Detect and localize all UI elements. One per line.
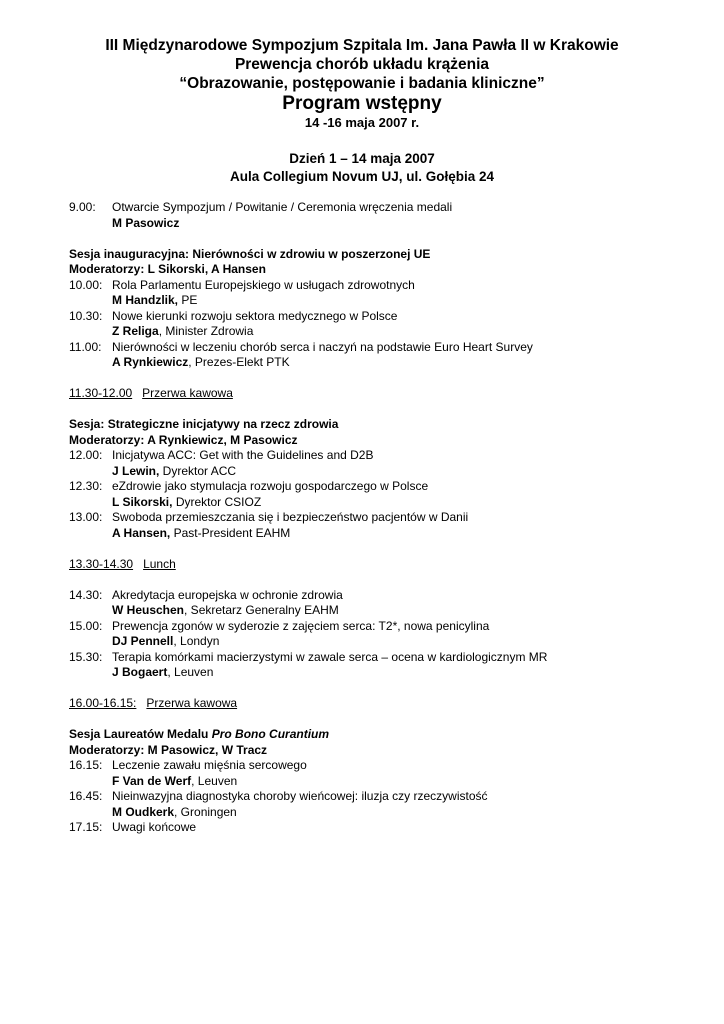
item-speaker-line (69, 603, 669, 619)
item-speaker-line (69, 665, 669, 681)
item-role: , Sekretarz Generalny EAHM (184, 603, 339, 617)
day-header (0, 150, 724, 186)
item-speaker-line (69, 634, 669, 650)
item-time: 17.15: (69, 820, 103, 834)
item-time: 13.00: (69, 510, 103, 524)
coffee-break-2 (69, 696, 669, 712)
item-title: Nierówności w leczeniu chorób serca i naczyń na podstawie Euro Heart Survey (112, 339, 533, 354)
schedule-item (69, 340, 669, 356)
session-laureates (69, 727, 669, 836)
schedule-item (69, 789, 669, 805)
session-title: Sesja: Strategiczne inicjatywy na rzecz zdrowia (69, 417, 339, 431)
session-afternoon (69, 588, 669, 681)
session-strategic (69, 417, 669, 541)
item-title: Inicjatywa ACC: Get with the Guidelines and D2B (112, 448, 374, 462)
item-speaker: M Pasowicz (112, 215, 180, 230)
item-role: Dyrektor CSIOZ (172, 494, 262, 509)
item-title: Leczenie zawału mięśnia sercowego (112, 758, 307, 772)
break-line (69, 386, 233, 400)
break-time: 16.00-16.15: (69, 696, 137, 710)
symposium-subtitle: Prewencja chorób układu krążenia (234, 56, 490, 73)
item-speaker: A Rynkiewicz (112, 355, 189, 369)
day-venue: Aula Collegium Novum UJ, ul. Gołębia 24 (229, 169, 495, 184)
item-speaker: M Handzlik, (112, 293, 179, 307)
item-title: Nowe kierunki rozwoju sektora medycznego w Polsce (112, 308, 398, 323)
item-role: , Prezes-Elekt PTK (188, 355, 290, 369)
item-role: PE (178, 293, 198, 307)
program-schedule (69, 200, 669, 851)
item-speaker: DJ Pennell (112, 634, 174, 648)
break-label: Lunch (143, 556, 176, 571)
coffee-break-1 (69, 386, 669, 402)
item-speaker-line (69, 324, 669, 340)
schedule-item (69, 650, 669, 666)
item-role: , Leuven (191, 773, 238, 788)
item-speaker-line (69, 495, 669, 511)
item-speaker-line (69, 774, 669, 790)
schedule-item (69, 479, 669, 495)
item-speaker: F Van de Werf (112, 773, 192, 788)
item-title: Otwarcie Sympozjum / Powitanie / Ceremonia wręczenia medali (112, 200, 453, 214)
break-time: 11.30-12.00 (69, 386, 133, 400)
item-title: Nieinwazyjna diagnostyka choroby wieńcowej: iluzja czy rzeczywistość (112, 789, 488, 803)
break-line (69, 696, 237, 710)
item-title: Akredytacja europejska w ochronie zdrowia (112, 587, 343, 602)
item-role: , Groningen (174, 804, 237, 819)
item-title: Swoboda przemieszczania się i bezpieczeństwo pacjentów w Danii (112, 510, 469, 524)
schedule-item (69, 758, 669, 774)
symposium-dates: 14 -16 maja 2007 r. (304, 115, 420, 130)
break-time: 13.30-14.30 (69, 556, 134, 571)
item-time: 10.00: (69, 277, 103, 292)
item-time: 12.30: (69, 479, 103, 493)
lunch-break (69, 557, 669, 573)
break-line (69, 557, 176, 571)
schedule-item-closing (69, 820, 669, 836)
session-title (69, 727, 669, 743)
program-heading: Program wstępny (282, 93, 442, 114)
item-role: Dyrektor ACC (159, 463, 237, 478)
item-title: Uwagi końcowe (112, 820, 197, 834)
item-time: 10.30: (69, 308, 103, 323)
schedule-item (69, 278, 669, 294)
item-speaker-line (69, 526, 669, 542)
symposium-theme: “Obrazowanie, postępowanie i badania kliniczne” (179, 75, 545, 92)
item-time: 9.00: (69, 200, 96, 214)
item-time: 16.15: (69, 758, 103, 772)
item-time: 14.30: (69, 587, 103, 602)
item-speaker: J Lewin, (112, 463, 160, 478)
schedule-item (69, 588, 669, 604)
document-header (0, 36, 724, 131)
item-speaker: Z Religa (112, 324, 159, 338)
break-label: Przerwa kawowa (142, 386, 233, 400)
item-time: 15.00: (69, 618, 103, 633)
schedule-item (69, 309, 669, 325)
symposium-title: III Międzynarodowe Sympozjum Szpitala Im. Jana Pawła II w Krakowie (105, 37, 619, 54)
schedule-item (69, 619, 669, 635)
item-title: Rola Parlamentu Europejskiego w usługach zdrowotnych (112, 277, 415, 292)
item-speaker-line (69, 293, 669, 309)
session-moderators: Moderatorzy: A Rynkiewicz, M Pasowicz (69, 432, 298, 447)
schedule-item (69, 510, 669, 526)
item-title: Prewencja zgonów w syderozie z zajęciem serca: T2*, nowa penicylina (112, 618, 490, 633)
break-label: Przerwa kawowa (146, 696, 238, 710)
item-role: , Londyn (173, 634, 220, 648)
item-speaker: M Oudkerk (112, 804, 175, 819)
item-role: Past-President EAHM (170, 525, 291, 540)
item-speaker: L Sikorski, (112, 494, 173, 509)
item-speaker-line (69, 805, 669, 821)
item-role: , Minister Zdrowia (158, 324, 254, 338)
session-title-italic: Pro Bono Curantium (211, 727, 330, 741)
opening-section (69, 200, 669, 231)
item-time: 16.45: (69, 789, 103, 803)
session-inaugural (69, 247, 669, 371)
item-speaker: A Hansen, (112, 525, 171, 540)
day-title: Dzień 1 – 14 maja 2007 (289, 151, 435, 166)
schedule-item (69, 448, 669, 464)
item-speaker: W Heuschen (112, 603, 185, 617)
session-moderators: Moderatorzy: M Pasowicz, W Tracz (69, 742, 268, 757)
item-speaker-line (69, 355, 669, 371)
item-time: 15.30: (69, 649, 103, 664)
schedule-item (69, 200, 669, 216)
item-speaker-line (69, 464, 669, 480)
session-moderators: Moderatorzy: L Sikorski, A Hansen (69, 262, 266, 276)
item-role: , Leuven (167, 665, 214, 679)
item-time: 11.00: (69, 339, 102, 354)
item-title: eZdrowie jako stymulacja rozwoju gospodarczego w Polsce (112, 479, 429, 493)
item-speaker: J Bogaert (112, 665, 168, 679)
item-time: 12.00: (69, 448, 103, 462)
item-title: Terapia komórkami macierzystymi w zawale serca – ocena w kardiologicznym MR (112, 649, 548, 664)
session-title-prefix: Sesja Laureatów Medalu (69, 727, 212, 741)
session-title: Sesja inauguracyjna: Nierówności w zdrowiu w poszerzonej UE (69, 246, 431, 261)
